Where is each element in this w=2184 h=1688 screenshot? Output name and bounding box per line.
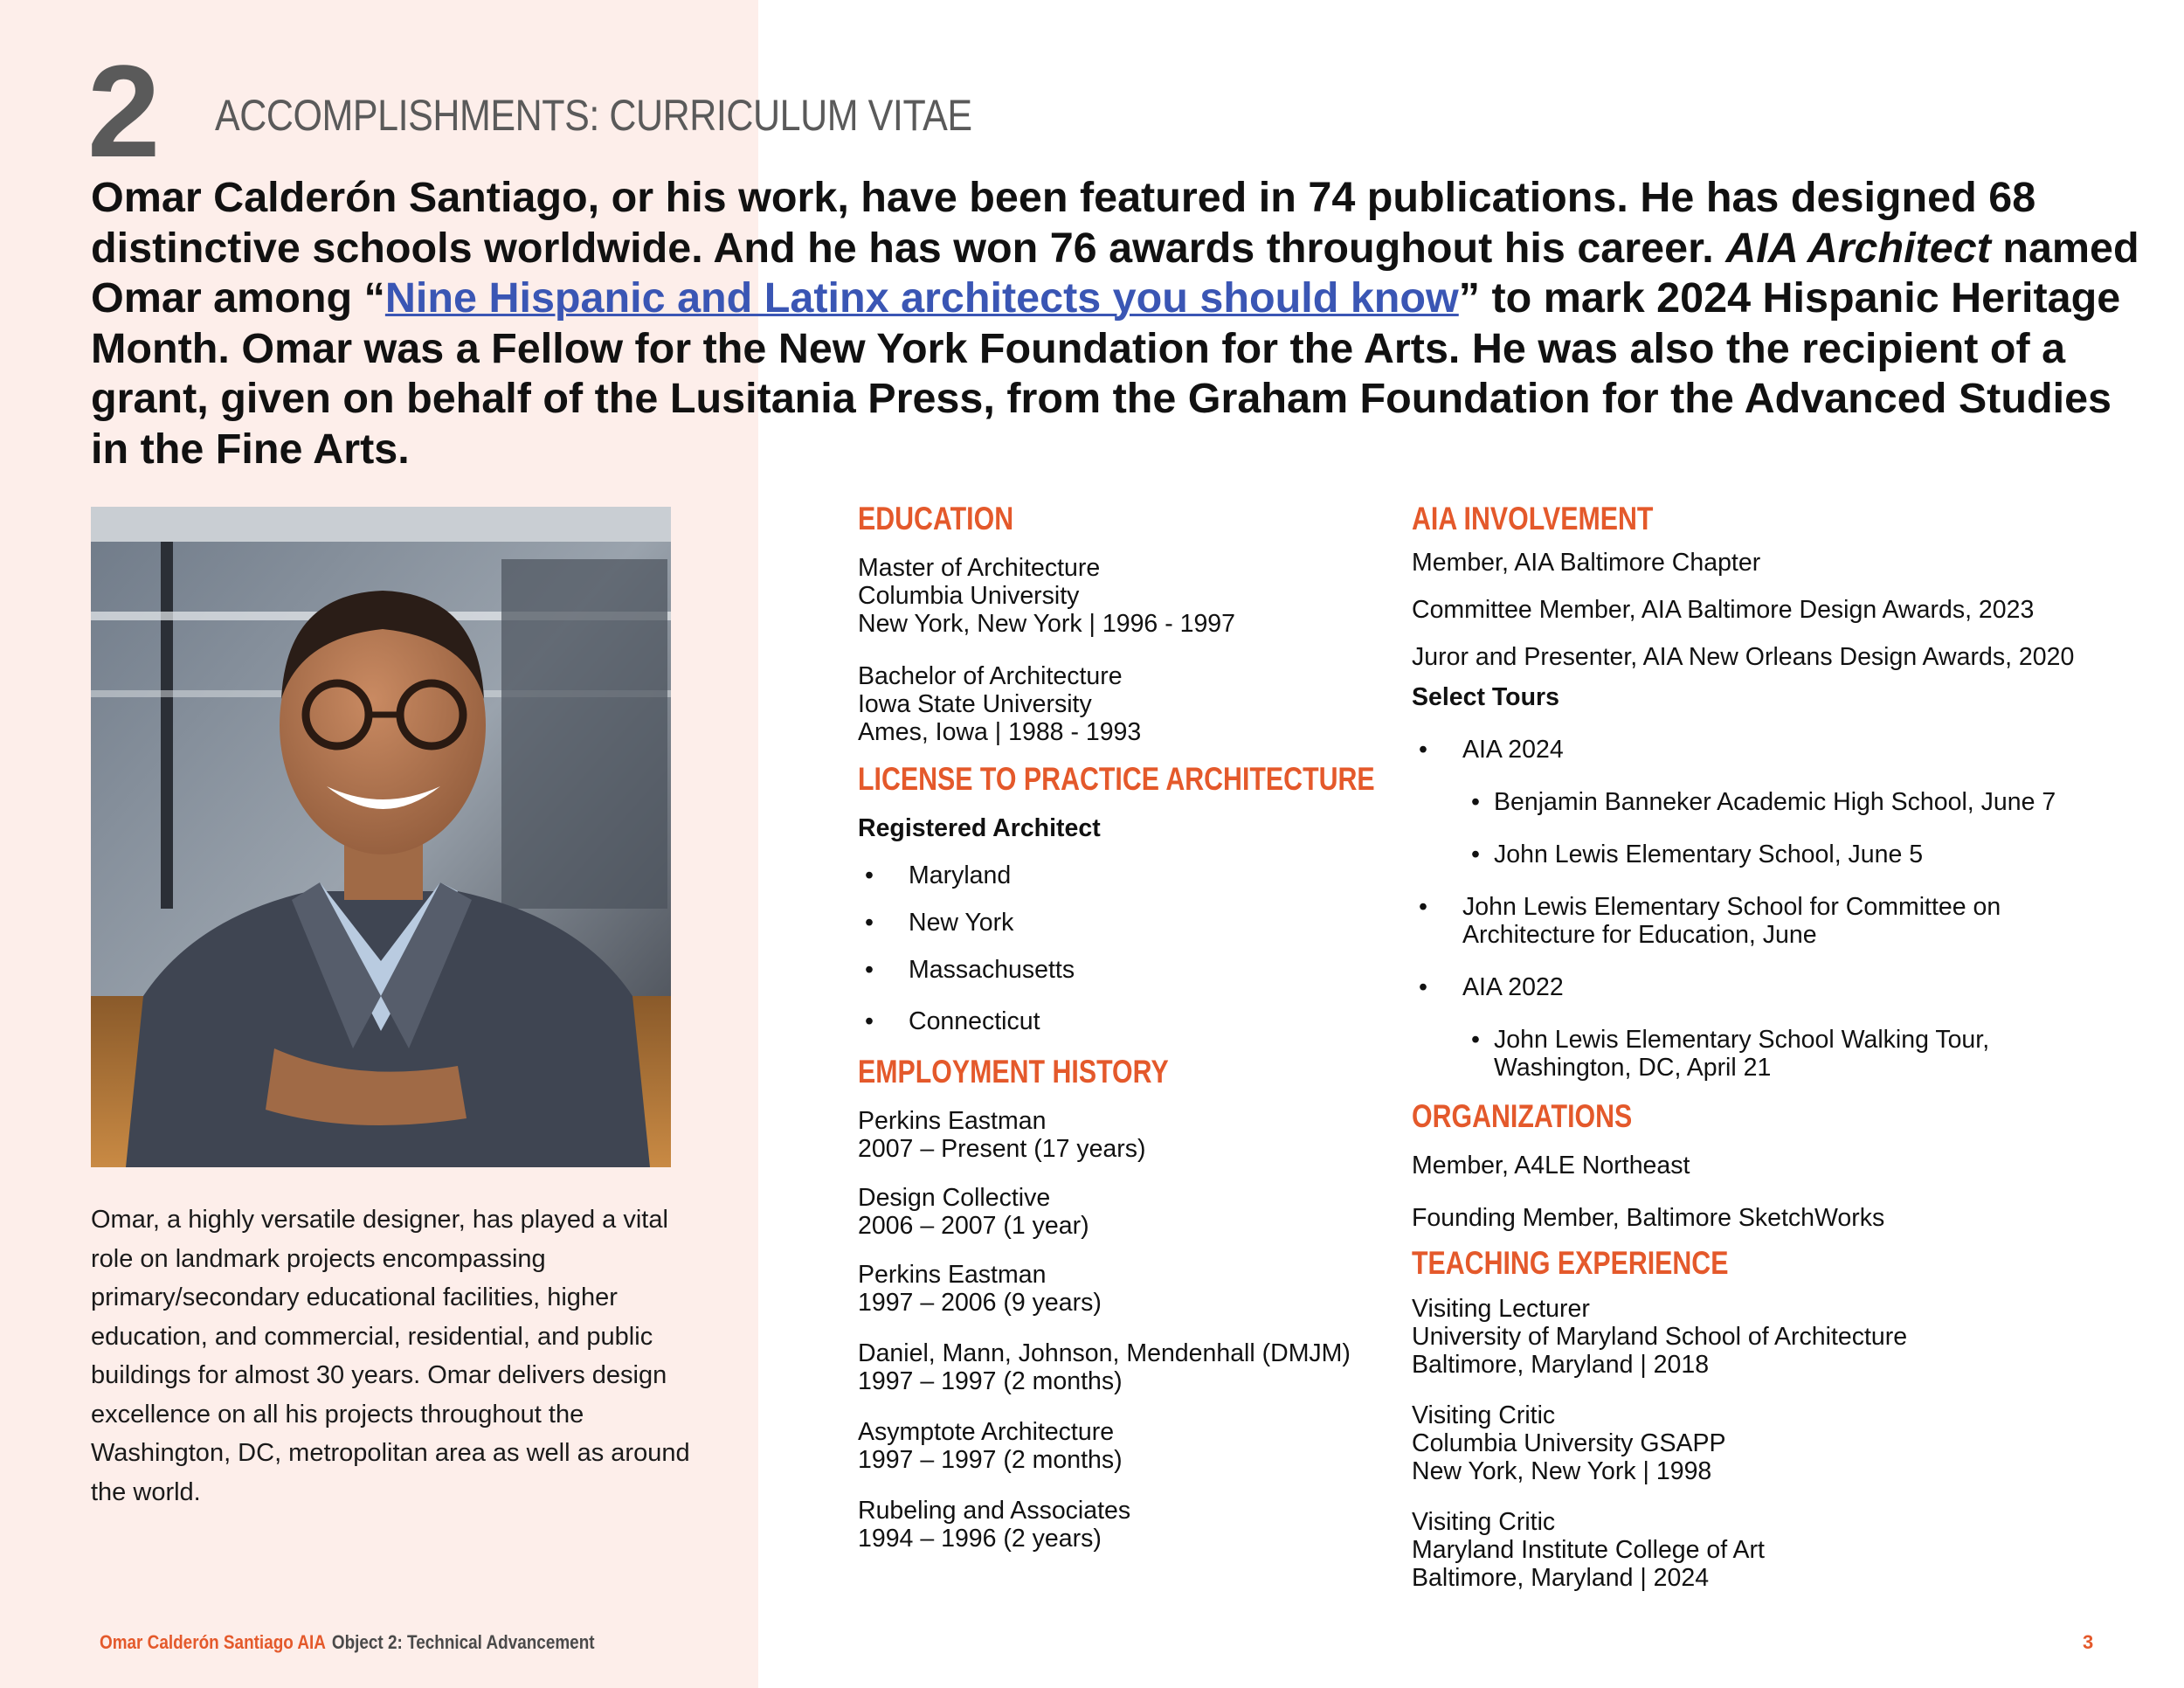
footer-name: Omar Calderón Santiago AIA (100, 1631, 326, 1653)
footer-title (100, 1630, 595, 1655)
teaching-entry: Visiting Critic Columbia University GSAPP New York, New York | 1998 (1412, 1401, 1726, 1485)
license-state: • Maryland (858, 861, 1400, 889)
education-heading: EDUCATION (858, 501, 1014, 536)
intro-text-2: named Omar among “ (91, 224, 2139, 322)
intro-text-3: ” to mark 2024 Hispanic Heritage Month. Omar was a Fellow for the New York Foundation for the Arts. He was also the recipient of a grant, given on behalf of the Lusitania Press, from the Graham Foundation for the Advanced Studies in the Fine Arts. (91, 274, 2121, 473)
aia-item: Member, AIA Baltimore Chapter (1412, 549, 1761, 577)
aia-heading: AIA INVOLVEMENT (1412, 501, 1654, 536)
employment-entry: Rubeling and Associates 1994 – 1996 (2 years) (858, 1497, 1131, 1553)
education-entry: Bachelor of Architecture Iowa State University Ames, Iowa | 1988 - 1993 (858, 662, 1142, 746)
tour-subitem: • Benjamin Banneker Academic High School, June 7 (1412, 788, 2154, 816)
employment-entry: Design Collective 2006 – 2007 (1 year) (858, 1184, 1089, 1240)
intro-italic: AIA Architect (1725, 224, 1991, 272)
employment-entry: Asymptote Architecture 1997 – 1997 (2 months) (858, 1418, 1123, 1474)
tour-item: • AIA 2022 (1412, 973, 2154, 1001)
education-entry: Master of Architecture Columbia University New York, New York | 1996 - 1997 (858, 554, 1236, 638)
employment-entry: Perkins Eastman 1997 – 2006 (9 years) (858, 1261, 1102, 1317)
tour-item: • John Lewis Elementary School for Committee on Architecture for Education, June (1412, 893, 2154, 949)
aia-item: Juror and Presenter, AIA New Orleans Design Awards, 2020 (1412, 643, 2075, 671)
page-number: 3 (2083, 1631, 2094, 1653)
cv-column-right (1412, 500, 2154, 1592)
tour-item: • AIA 2024 (1412, 736, 2154, 764)
teaching-entry: Visiting Lecturer University of Maryland School of Architecture Baltimore, Maryland | 2018 (1412, 1295, 1908, 1379)
license-heading: LICENSE TO PRACTICE ARCHITECTURE (858, 761, 1375, 797)
license-state: • New York (858, 909, 1400, 937)
license-state: • Massachusetts (858, 956, 1400, 984)
employment-entry: Perkins Eastman 2007 – Present (17 years) (858, 1107, 1146, 1163)
section-number: 2 (87, 38, 157, 184)
license-state: • Connecticut (858, 1007, 1400, 1035)
organization-item: Founding Member, Baltimore SketchWorks (1412, 1204, 1885, 1232)
organization-item: Member, A4LE Northeast (1412, 1152, 1690, 1180)
portrait-illustration (91, 507, 671, 1167)
aia-item: Committee Member, AIA Baltimore Design Awards, 2023 (1412, 596, 2035, 624)
footer-subtitle: Object 2: Technical Advancement (331, 1631, 595, 1653)
tours-subheading: Select Tours (1412, 683, 1559, 711)
intro-text-1: Omar Calderón Santiago, or his work, have been featured in 74 publications. He has designed 68 distinctive schools worldwide. And he has won 76 awards throughout his career. (91, 174, 2036, 272)
section-title: ACCOMPLISHMENTS: CURRICULUM VITAE (215, 91, 972, 140)
cv-column-left (858, 500, 1400, 1553)
portrait-photo (91, 507, 671, 1167)
publication-link[interactable]: Nine Hispanic and Latinx architects you should know (384, 274, 1459, 322)
bio-paragraph: Omar, a highly versatile designer, has played a vital role on landmark projects encompassing primary/secondary educational facilities, higher education, and commercial, residential, and public buildings for almost 30 years. Omar delivers design excellence on all his projects throughout the Washington, DC, metropolitan area as well as around the world. (91, 1206, 690, 1506)
teaching-heading: TEACHING EXPERIENCE (1412, 1245, 1729, 1281)
organizations-heading: ORGANIZATIONS (1412, 1098, 1633, 1134)
tour-subitem: • John Lewis Elementary School Walking Tour, Washington, DC, April 21 (1412, 1026, 2154, 1082)
intro-paragraph (91, 173, 2153, 474)
employment-entry: Daniel, Mann, Johnson, Mendenhall (DMJM) 1997 – 1997 (2 months) (858, 1339, 1351, 1395)
license-subheading: Registered Architect (858, 814, 1101, 842)
tour-subitem: • John Lewis Elementary School, June 5 (1412, 841, 2154, 868)
employment-heading: EMPLOYMENT HISTORY (858, 1054, 1169, 1090)
teaching-entry: Visiting Critic Maryland Institute College of Art Baltimore, Maryland | 2024 (1412, 1508, 1765, 1592)
